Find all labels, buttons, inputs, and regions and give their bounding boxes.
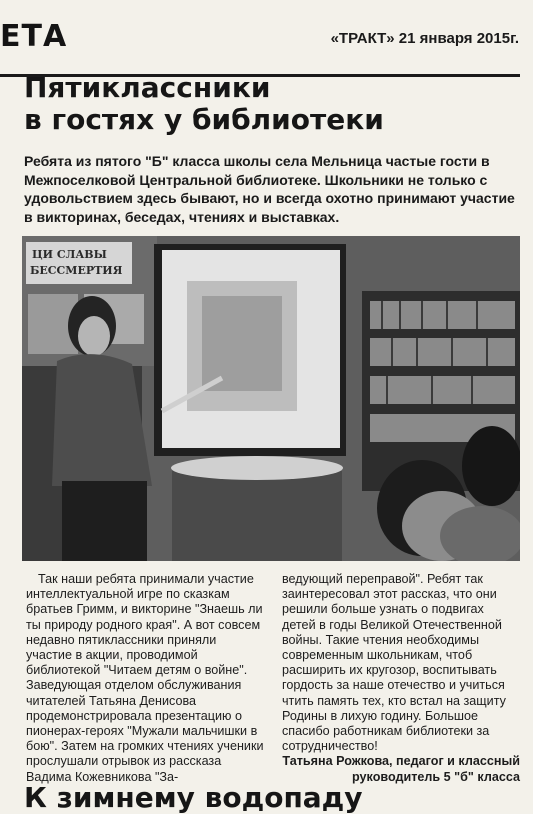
column-2-text: ведующий переправой". Ребят так заинтересовал этот рассказ, что они решили больше узнать о подвигах детей в годы Великой Отечественной войны. Такие чтения необходимы современным школьникам, чтоб расширить их кругозор, воспитывать гордость за наше отечество и учиться чтить память тех, кто встал на защиту Родины в лихую годину. Большое спасибо работникам библиотеки за сотрудничество! <box>282 572 506 754</box>
banner-text-line-2: БЕССМЕРТИЯ <box>30 264 123 277</box>
article-byline: Татьяна Рожкова, педагог и классный руководитель 5 "б" класса <box>282 754 520 784</box>
headline-line-2: в гостях у библиотеки <box>24 103 384 136</box>
article-lead: Ребята из пятого "Б" класса школы села Мельница частые гости в Межпоселковой Центральной библиотеке. Школьники не только с удовольствием здесь бывают, но и всегда охотно принимают участие в викторинах, беседах, чтениях и выставках. <box>24 153 515 225</box>
photo-illustration <box>22 236 520 561</box>
article-photo <box>22 236 520 561</box>
headline-line-1: Пятиклассники <box>24 71 271 104</box>
article-headline <box>24 72 504 136</box>
page-header <box>0 16 533 60</box>
article-column-1: Так наши ребята принимали участие интеллектуальной игре по сказкам братьев Гримм, и викторине "Знаешь ли ты природу родного края". А вот совсем недавно пятиклассники приняли участие в акции, проводимой библиотекой "Читаем детям о войне". Заведующая отделом обслуживания читателей Татьяна Денисова продемонстрировала презентацию о пионерах-героях "Мужали мальчишки в бою". Затем на громких чтениях ученики прослушали отрывок из рассказа Вадима Кожевникова "За- <box>26 572 264 784</box>
article-column-2 <box>282 572 520 785</box>
issue-date: «ТРАКТ» 21 января 2015г. <box>330 30 519 47</box>
banner-text-line-1: ЦИ СЛАВЫ <box>32 248 107 261</box>
masthead-title: ЕТА <box>0 19 68 54</box>
next-article-headline: К зимнему водопаду <box>24 781 363 814</box>
